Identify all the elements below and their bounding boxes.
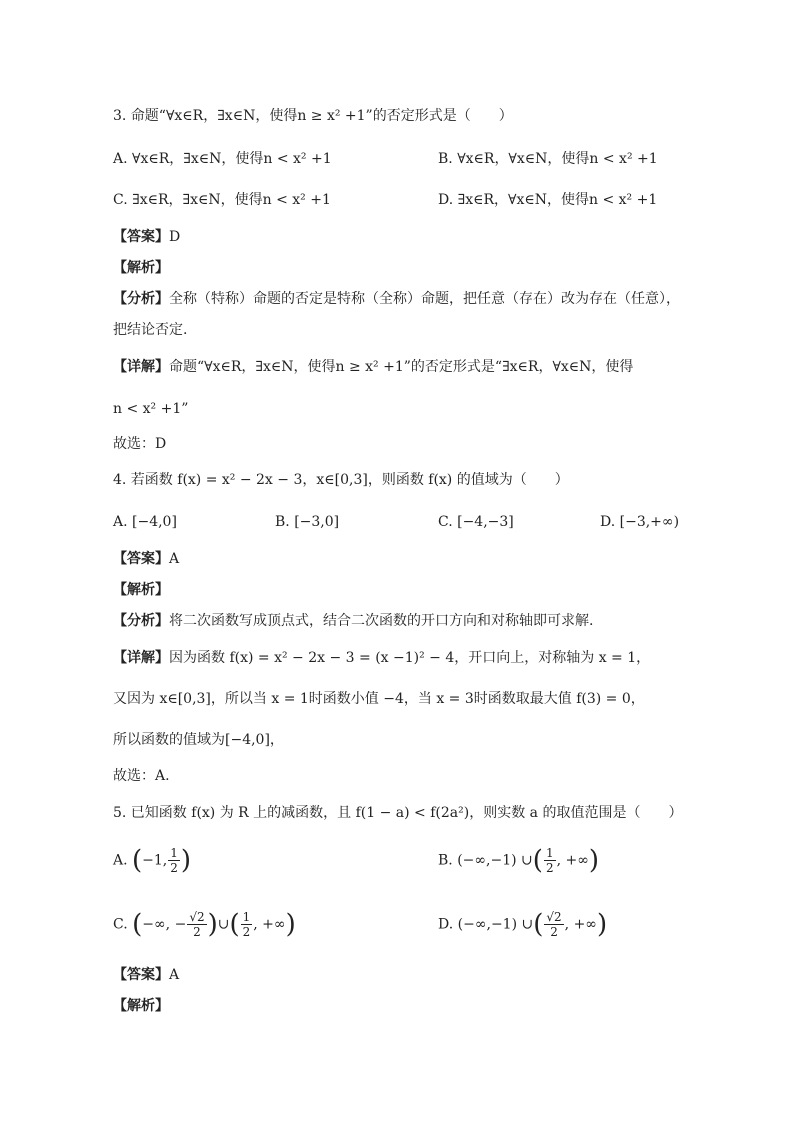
q4-line-2: 又因为 x∈[0,3]，所以当 x = 1时函数小值 −4，当 x = 3时函数取最大值 f(3) = 0， [113, 691, 645, 707]
q3-fenxi-cont: 把结论否定. [113, 322, 188, 338]
interval-left: (−∞,−1) ∪ [457, 916, 534, 933]
fraction-half: $\frac{1}{2}$ [170, 846, 178, 875]
fenxi-text: 全称（特称）命题的否定是特称（全称）命题，把任意（存在）改为存在（任意）， [169, 291, 680, 307]
xiangjie-text: 命题“∀x∈R，∃x∈N，使得n ≥ x² +1”的否定形式是“∃x∈R，∀x∈N，使得 [169, 359, 634, 375]
q3-stem: 3. 命题“∀x∈R，∃x∈N，使得n ≥ x² +1”的否定形式是（ ） [113, 108, 513, 124]
q5-jiexi-tag: 【解析】 [113, 998, 169, 1014]
interval-left: (−∞,−1) ∪ [457, 852, 533, 869]
q4-fenxi [113, 611, 593, 631]
option-label: B. [438, 852, 453, 869]
fraction-half: $\frac{1}{2}$ [242, 910, 251, 939]
q5-option-c: C. (−∞, − $\frac{√2}{2}$ )∪( $\frac{1}{2}$ , +∞) [113, 909, 296, 940]
xiangjie-text: 因为函数 f(x) = x² − 2x − 3 = (x −1)² − 4，开口向上，对称轴为 x = 1， [169, 650, 651, 666]
q5-option-d: D. (−∞,−1) ∪( $\frac{√2}{2}$ , +∞) [438, 909, 608, 940]
q4-answer [113, 549, 179, 569]
fraction-sqrt2: $\frac{√2}{2}$ [546, 910, 562, 939]
q4-option-b: B. [−3,0] [275, 514, 340, 530]
fenxi-tag: 【分析】 [113, 613, 169, 629]
q4-line-3: 所以函数的值域为[−4,0]， [113, 732, 284, 748]
q5-answer [113, 965, 179, 985]
fraction-sqrt2: $\frac{√2}{2}$ [189, 910, 205, 939]
answer-tag: 【答案】 [113, 967, 169, 983]
q4-xiangjie [113, 648, 650, 668]
answer-value: A [169, 967, 180, 983]
q3-option-a: A. ∀x∈R，∃x∈N，使得n < x² +1 [113, 151, 332, 167]
interval-left: −∞, − [142, 916, 187, 933]
answer-value: A [169, 551, 180, 567]
answer-value: D [169, 229, 181, 245]
option-label: C. [113, 916, 128, 933]
q4-option-a: A. [−4,0] [113, 514, 177, 530]
q5-option-a: A. (−1, $\frac{1}{2}$ ) [113, 845, 192, 876]
q4-option-d: D. [−3,+∞) [600, 514, 680, 530]
q3-option-c: C. ∃x∈R，∃x∈N，使得n < x² +1 [113, 192, 331, 208]
q3-choose: 故选：D [113, 436, 167, 452]
q4-jiexi-tag: 【解析】 [113, 582, 169, 598]
q4-option-c: C. [−4,−3] [438, 514, 514, 530]
q3-option-d: D. ∃x∈R，∀x∈N，使得n < x² +1 [438, 192, 658, 208]
answer-tag: 【答案】 [113, 551, 169, 567]
interval-left: −1, [142, 852, 168, 869]
fenxi-tag: 【分析】 [113, 291, 169, 307]
q3-option-b: B. ∀x∈R，∀x∈N，使得n < x² +1 [438, 151, 658, 167]
xiangjie-tag: 【详解】 [113, 359, 169, 375]
option-label: D. [438, 916, 454, 933]
xiangjie-tag: 【详解】 [113, 650, 169, 666]
q3-fenxi [113, 289, 680, 309]
q3-jiexi-tag: 【解析】 [113, 260, 169, 276]
fenxi-text: 将二次函数写成顶点式，结合二次函数的开口方向和对称轴即可求解. [169, 613, 594, 629]
q5-stem: 5. 已知函数 f(x) 为 R 上的减函数，且 f(1 − a) < f(2a²)，则实数 a 的取值范围是（ ） [113, 805, 683, 821]
option-label: A. [113, 852, 128, 869]
q5-option-b: B. (−∞,−1) ∪( $\frac{1}{2}$ , +∞) [438, 845, 600, 876]
answer-tag: 【答案】 [113, 229, 169, 245]
q4-choose: 故选：A. [113, 768, 170, 784]
q3-xiangjie [113, 357, 633, 377]
fraction-half: $\frac{1}{2}$ [545, 846, 554, 875]
q3-answer [113, 227, 180, 247]
q3-xiangjie-cont: n < x² +1” [113, 401, 189, 417]
q4-stem: 4. 若函数 f(x) = x² − 2x − 3，x∈[0,3]，则函数 f(x) 的值域为（ ） [113, 472, 569, 488]
